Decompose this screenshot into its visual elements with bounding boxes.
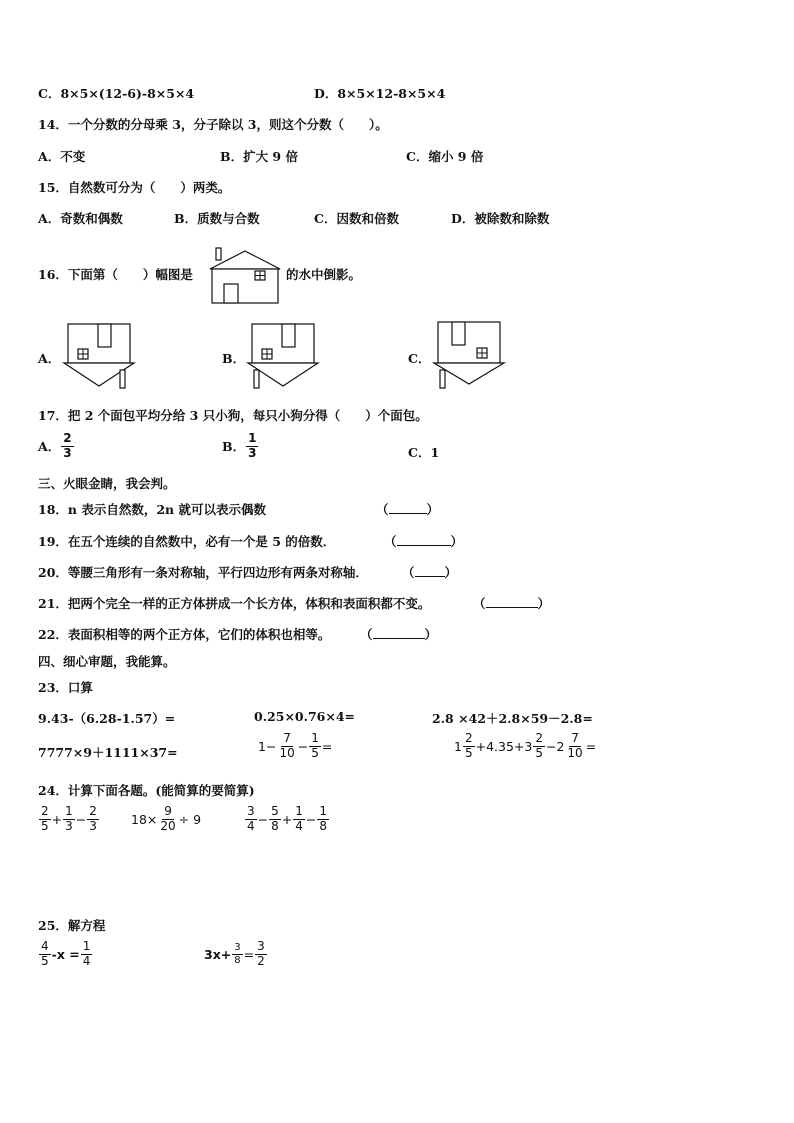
numerator: 4 [41,939,49,953]
q17-option-b-fraction [246,432,258,461]
fraction [63,805,75,834]
denominator: 4 [82,953,91,968]
q24-expr-3 [244,805,330,834]
numerator: 1 [295,804,303,818]
q23-expr-2: 0.25×0.76×4= [254,709,356,724]
equals: = [585,738,597,754]
numerator: 7 [283,731,291,745]
numerator: 2 [464,731,473,745]
paren-left: （ [376,502,389,517]
denominator: 3 [89,818,97,833]
q20-answer-blank[interactable] [402,563,457,581]
numerator: 1 [319,804,328,818]
term: 18× [131,811,158,827]
fraction [277,732,296,761]
q21-answer-blank[interactable] [473,594,550,612]
operator: − [297,738,309,754]
q23-expr-3: 2.8 ×42＋2.8×59－2.8= [432,711,593,726]
term: -x = [51,946,80,962]
whole: 1 [454,738,462,754]
paren-right: ） [450,534,464,549]
denominator: 4 [247,818,255,833]
operator: + [281,811,293,827]
paren-left: （ [473,596,486,611]
numerator: 2 [41,804,49,818]
q16-option-c-label: C． [408,351,431,366]
denominator: 5 [41,818,49,833]
q17-stem: 17．把 2 个面包平均分给 3 只小狗，每只小狗分得（ ）个面包。 [38,408,428,423]
fraction [39,805,51,834]
term: 1− [258,738,277,754]
q14-option-a: A．不变 [38,149,86,164]
reflection-option-c [432,320,508,390]
denominator: 5 [464,745,473,760]
q16-option-a-label: A． [38,351,61,366]
q16-stem-a: 16．下面第（ ）幅图是 [38,267,193,282]
numerator: 1 [65,804,73,818]
q16-option-b-label: B． [222,351,246,366]
denominator: 3 [248,445,257,460]
fraction [81,940,93,969]
denominator: 5 [311,745,319,760]
q15-stem: 15．自然数可分为（ ）两类。 [38,180,231,195]
denominator: 3 [63,445,72,460]
q17-option-c: C．1 [408,445,440,460]
q17-option-a [38,432,75,461]
term: +4.35+3 [475,738,533,754]
fraction [293,805,305,834]
paren-right: ） [424,627,438,642]
q23-expr-6 [454,732,596,761]
denominator: 8 [319,818,328,833]
q21-text: 21．把两个完全一样的正方体拼成一个长方体，体积和表面积都不变。 [38,596,431,611]
q14-stem: 14．一个分数的分母乘 3，分子除以 3，则这个分数（ ）。 [38,117,388,132]
q23-expr-5 [258,732,332,761]
q23-stem: 23．口算 [38,680,93,695]
q25-equation-2 [204,940,268,969]
denominator: 20 [160,818,176,833]
fraction [269,805,281,834]
reflection-option-b [246,322,322,390]
q14-option-b: B．扩大 9 倍 [220,149,298,164]
fraction [463,732,475,761]
q24-expr-1 [38,805,100,834]
numerator: 1 [311,731,319,745]
q13-option-d: D．8×5×12-8×5×4 [314,86,446,101]
fraction [245,805,257,834]
numerator: 3 [247,804,255,818]
operator: − [75,811,87,827]
denominator: 10 [279,745,295,760]
numerator: 2 [535,731,543,745]
denominator: 10 [567,745,583,760]
numerator: 2 [63,431,72,445]
q13-option-c: C．8×5×(12-6)-8×5×4 [38,86,195,101]
numerator: 9 [164,804,172,818]
denominator: 5 [41,953,49,968]
q15-option-c: C．因数和倍数 [314,211,399,226]
q23-expr-4: 7777×9＋1111×37= [38,745,178,760]
fraction [232,942,242,966]
numerator: 1 [82,939,91,953]
q14-option-c: C．缩小 9 倍 [406,149,484,164]
equals: = [243,946,255,962]
paren-left: （ [402,565,415,580]
q19-text: 19．在五个连续的自然数中，必有一个是 5 的倍数． [38,534,336,549]
q23-expr-1: 9.43-（6.28-1.57）= [38,711,176,726]
operator: + [51,811,63,827]
denominator: 8 [234,954,241,966]
numerator: 2 [89,804,97,818]
q15-option-b: B．质数与合数 [174,211,260,226]
denominator: 2 [257,953,265,968]
q18-answer-blank[interactable] [376,500,439,518]
term: −2 [545,738,565,754]
q15-option-d: D．被除数和除数 [451,211,550,226]
q18-text: 18．n 表示自然数，2n 就可以表示偶数 [38,502,266,517]
fraction [39,940,51,969]
operator: − [305,811,317,827]
q17-option-a-label: A． [38,439,61,455]
q24-expr-2 [131,805,201,834]
q19-answer-blank[interactable] [384,532,463,550]
section-4-heading: 四、细心审题，我能算。 [38,654,176,669]
numerator: 7 [571,731,579,745]
operator: − [257,811,269,827]
fraction [309,732,321,761]
fraction [565,732,584,761]
numerator: 3 [257,939,265,953]
paren-left: （ [384,534,397,549]
fraction [255,940,267,969]
term: 3x+ [204,946,232,962]
equals: = [321,738,333,754]
numerator: 5 [271,804,279,818]
section-3-heading: 三、火眼金睛，我会判。 [38,476,176,491]
fraction [533,732,545,761]
paren-right: ） [444,565,458,580]
q17-option-b-label: B． [222,439,246,455]
denominator: 3 [65,818,73,833]
paren-right: ） [426,502,440,517]
numerator: 3 [234,942,241,954]
q15-option-a: A．奇数和偶数 [38,211,123,226]
house-figure [208,247,282,305]
q22-answer-blank[interactable] [360,625,437,643]
q17-option-a-fraction [61,432,73,461]
fraction [158,805,177,834]
fraction [87,805,99,834]
q25-stem: 25．解方程 [38,918,106,933]
q22-text: 22．表面积相等的两个正方体，它们的体积也相等。 [38,627,331,642]
numerator: 1 [248,431,257,445]
q25-equation-1 [38,940,93,969]
paren-right: ） [537,596,551,611]
reflection-option-a [62,322,138,390]
q24-stem: 24．计算下面各题。(能简算的要简算) [38,783,255,798]
q20-text: 20．等腰三角形有一条对称轴，平行四边形有两条对称轴． [38,565,368,580]
q17-option-b [222,432,259,461]
q16-stem-b: 的水中倒影。 [286,267,362,282]
paren-left: （ [360,627,373,642]
denominator: 5 [535,745,543,760]
fraction [317,805,329,834]
term: ÷ 9 [178,811,202,827]
denominator: 4 [295,818,303,833]
denominator: 8 [271,818,279,833]
